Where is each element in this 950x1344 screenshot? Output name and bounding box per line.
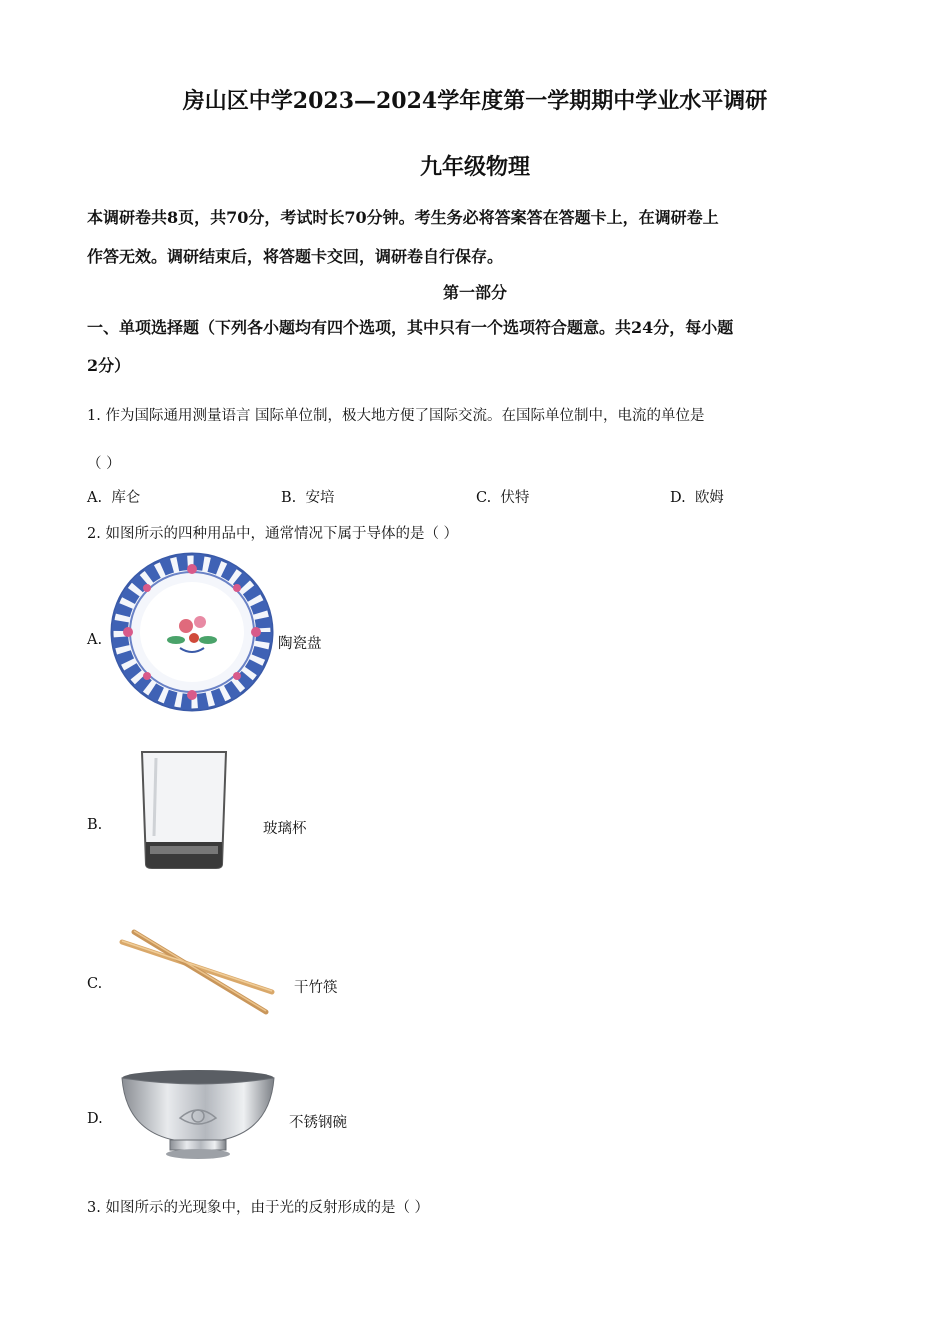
section-heading-line-1: 一、单项选择题（下列各小题均有四个选项，其中只有一个选项符合题意。共24分，每小题 — [87, 318, 734, 337]
section-heading-line-2: 2分） — [87, 356, 131, 375]
q2-option-d-label: 不锈钢碗 — [289, 1115, 347, 1131]
question-1-text: 1. 作为国际通用测量语言 国际单位制，极大地方便了国际交流。在国际单位制中，电流的单位是 — [87, 408, 705, 424]
question-1-paren: （ ） — [87, 456, 121, 472]
option-letter: C. — [476, 490, 492, 506]
q2-option-a-label: 陶瓷盘 — [278, 636, 322, 652]
question-2-text: 2. 如图所示的四种用品中，通常情况下属于导体的是（ ） — [87, 526, 459, 542]
q1-option-a — [87, 486, 140, 507]
glass-cup-image — [136, 746, 232, 872]
chopsticks-image — [116, 926, 278, 1018]
q2-option-b-label: 玻璃杯 — [263, 821, 307, 837]
option-text: 库仑 — [111, 490, 141, 506]
page-subtitle: 九年级物理 — [419, 154, 530, 180]
option-text: 伏特 — [500, 490, 530, 506]
option-letter: B. — [281, 490, 297, 506]
part-title: 第一部分 — [442, 283, 507, 302]
ceramic-plate-image — [110, 552, 274, 712]
option-text: 欧姆 — [694, 490, 724, 506]
q2-option-b-letter: B. — [87, 817, 103, 833]
question-3-text: 3. 如图所示的光现象中，由于光的反射形成的是（ ） — [87, 1200, 430, 1216]
option-text: 安培 — [305, 490, 335, 506]
q1-option-c — [476, 486, 529, 507]
page-title: 房山区中学2023—2024学年度第一学期期中学业水平调研 — [182, 88, 768, 114]
steel-bowl-image — [118, 1068, 278, 1162]
instructions-line-1: 本调研卷共8页，共70分，考试时长70分钟。考生务必将答案答在答题卡上，在调研卷上 — [87, 208, 719, 227]
q2-option-a-letter: A. — [87, 632, 103, 648]
option-letter: D. — [670, 490, 686, 506]
q1-option-d — [670, 486, 724, 507]
instructions-line-2: 作答无效。调研结束后，将答题卡交回，调研卷自行保存。 — [87, 247, 504, 266]
q1-option-b — [281, 486, 334, 507]
q2-option-c-letter: C. — [87, 976, 103, 992]
q2-option-c-label: 干竹筷 — [294, 980, 338, 996]
option-letter: A. — [87, 490, 103, 506]
q2-option-d-letter: D. — [87, 1111, 103, 1127]
